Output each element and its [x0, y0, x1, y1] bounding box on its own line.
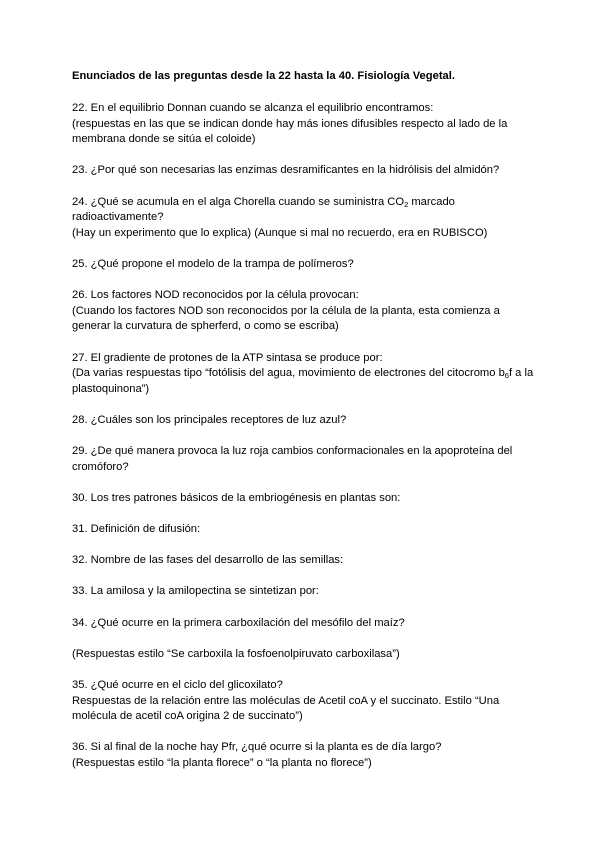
question-35: [72, 678, 540, 725]
question-note-part: (Da varias respuestas tipo “fotólisis del agua, movimiento de electrones del citocromo b: [72, 367, 505, 380]
question-32: [72, 553, 540, 569]
question-27: [72, 351, 540, 398]
question-29: [72, 444, 540, 475]
question-note: (respuestas en las que se indican donde hay más iones difusibles respecto al lado de la membrana donde se sitúa el coloide): [72, 117, 508, 146]
question-note: (Cuando los factores NOD son reconocidos por la célula de la planta, esta comienza a generar la curvatura de spherferd, o como se escriba): [72, 304, 500, 333]
question-24: [72, 195, 540, 242]
question-note: (Respuestas estilo “la planta florece” o “la planta no florece”): [72, 756, 372, 769]
question-23: [72, 163, 540, 179]
question-note: (Respuestas estilo “Se carboxila la fosfoenolpiruvato carboxilasa”): [72, 647, 400, 660]
question-text: 33. La amilosa y la amilopectina se sintetizan por:: [72, 585, 319, 598]
question-text-part: marcado radioactivamente?: [72, 195, 455, 224]
question-text: 32. Nombre de las fases del desarrollo de las semillas:: [72, 554, 344, 567]
question-33: [72, 584, 540, 600]
subscript: 6: [504, 371, 509, 381]
question-25: [72, 257, 540, 273]
question-text: 30. Los tres patrones básicos de la embriogénesis en plantas son:: [72, 491, 401, 504]
question-text: 36. Si al final de la noche hay Pfr, ¿qué ocurre si la planta es de día largo?: [72, 741, 442, 754]
question-31: [72, 522, 540, 538]
question-note-part: f a la plastoquinona”): [72, 367, 534, 395]
question-text: 23. ¿Por qué son necesarias las enzimas desramificantes en la hidrólisis del almidón?: [72, 164, 500, 177]
question-text: 27. El gradiente de protones de la ATP sintasa se produce por:: [72, 351, 383, 364]
question-30: [72, 491, 540, 507]
question-note: Respuestas de la relación entre las moléculas de Acetil coA y el succinato. Estilo “Una molécula de acetil coA origina 2 de succinato”): [72, 694, 500, 723]
blank-line: [72, 631, 540, 647]
question-22: [72, 101, 540, 148]
question-26: [72, 288, 540, 335]
question-text: 25. ¿Qué propone el modelo de la trampa de polímeros?: [72, 257, 354, 270]
question-text: 29. ¿De qué manera provoca la luz roja cambios conformacionales en la apoproteína del cromóforo?: [72, 445, 513, 473]
question-text: 28. ¿Cuáles son los principales receptores de luz azul?: [72, 413, 347, 426]
document-title: Enunciados de las preguntas desde la 22 hasta la 40. Fisiología Vegetal.: [72, 70, 455, 82]
question-text: 26. Los factores NOD reconocidos por la célula provocan:: [72, 289, 359, 302]
question-note: [72, 366, 540, 397]
question-28: [72, 413, 540, 429]
question-36: [72, 740, 540, 771]
question-text: 35. ¿Qué ocurre en el ciclo del glicoxilato?: [72, 678, 283, 691]
question-text: 31. Definición de difusión:: [72, 523, 201, 536]
question-34: [72, 616, 540, 663]
question-text: 22. En el equilibrio Donnan cuando se alcanza el equilibrio encontramos:: [72, 102, 434, 114]
question-text: 34. ¿Qué ocurre en la primera carboxilación del mesófilo del maíz?: [72, 616, 405, 629]
question-text-part: 24. ¿Qué se acumula en el alga Chorella cuando se suministra CO: [72, 195, 405, 208]
subscript: 2: [404, 199, 409, 209]
question-text: [72, 195, 540, 226]
question-note: (Hay un experimento que lo explica) (Aunque si mal no recuerdo, era en RUBISCO): [72, 226, 488, 239]
